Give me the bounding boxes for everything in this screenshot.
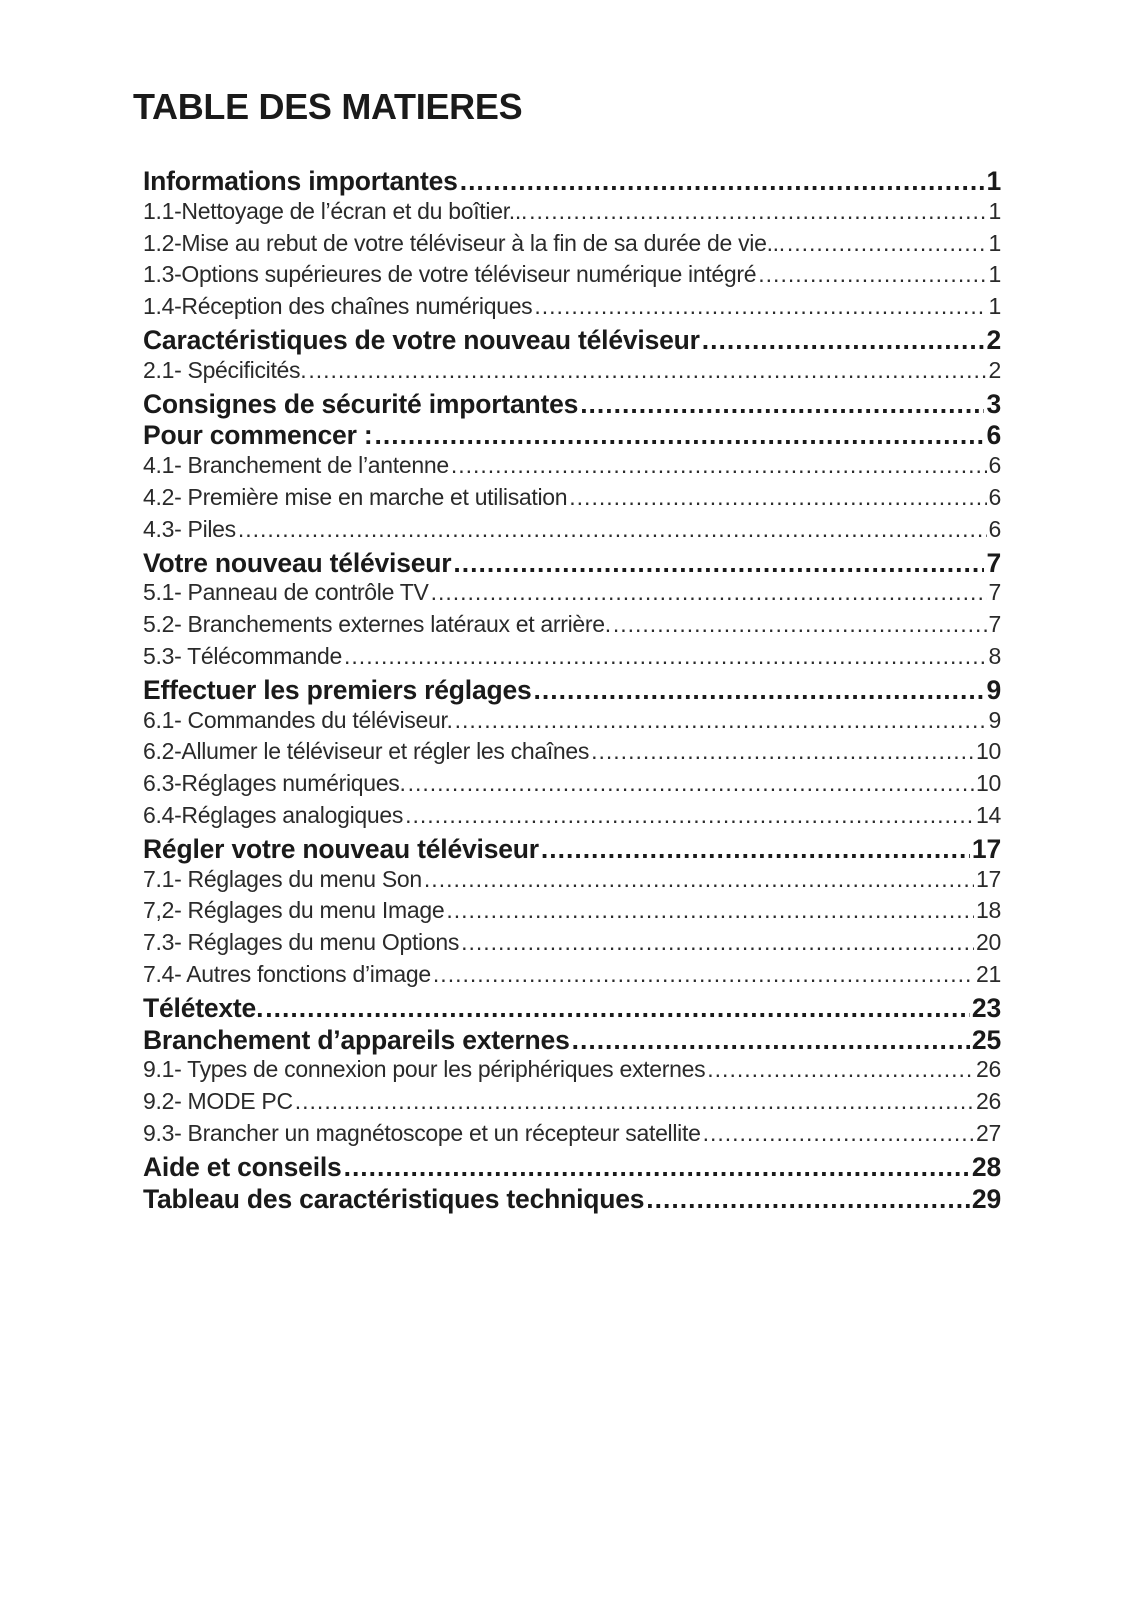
toc-page-number: 17 xyxy=(976,865,1001,892)
toc-subsection-entry[interactable] xyxy=(143,1056,1001,1088)
toc-subsection-entry[interactable] xyxy=(143,866,1001,898)
toc-page-number: 14 xyxy=(976,801,1001,828)
toc-page-number: 3 xyxy=(986,388,1001,419)
toc-entry-label: 6.3-Réglages numériques. xyxy=(143,770,406,797)
toc-entry-label: 7.1- Réglages du menu Son xyxy=(143,865,422,892)
toc-entry-label: Caractéristiques de votre nouveau téléviseur xyxy=(143,324,700,355)
toc-page-number: 28 xyxy=(971,1151,1001,1182)
toc-page-number: 1 xyxy=(988,261,1001,288)
toc-subsection-entry[interactable] xyxy=(143,738,1001,770)
toc-entry-label: 4.1- Branchement de l’antenne xyxy=(143,452,449,479)
toc-page-number: 1 xyxy=(986,166,1001,196)
toc-entry-label: 2.1- Spécificités. xyxy=(143,356,307,383)
toc-page-number: 1 xyxy=(988,197,1001,224)
toc-page-number: 25 xyxy=(971,1024,1001,1055)
toc-entry-label: Votre nouveau téléviseur xyxy=(143,547,452,578)
dot-leader xyxy=(534,293,986,320)
toc-subsection-entry[interactable] xyxy=(143,1088,1001,1120)
toc-entry-label: 4.3- Piles xyxy=(143,515,236,542)
dot-leader xyxy=(295,1088,974,1115)
dot-leader xyxy=(460,166,985,197)
toc-section-entry[interactable] xyxy=(143,389,1001,421)
toc-entry-label: Consignes de sécurité importantes xyxy=(143,388,579,419)
dot-leader xyxy=(374,420,984,451)
dot-leader xyxy=(446,897,974,924)
toc-subsection-entry[interactable] xyxy=(143,484,1001,516)
toc-page-number: 9 xyxy=(986,674,1001,705)
toc-page-number: 1 xyxy=(988,293,1001,320)
toc-page-number: 26 xyxy=(976,1088,1001,1115)
toc-subsection-entry[interactable] xyxy=(143,707,1001,739)
dot-leader xyxy=(265,993,970,1024)
toc-entry-label: 1.2-Mise au rebut de votre téléviseur à la fin de sa durée de vie... xyxy=(143,229,785,256)
toc-page-number: 10 xyxy=(976,738,1001,765)
dot-leader xyxy=(758,261,986,288)
toc-entry-label: 5.3- Télécommande xyxy=(143,642,343,669)
toc-entry-label: Tableau des caractéristiques techniques xyxy=(143,1183,645,1214)
dot-leader xyxy=(433,961,974,988)
toc-section-entry[interactable] xyxy=(143,675,1001,707)
toc-subsection-entry[interactable] xyxy=(143,1120,1001,1152)
toc-section-entry[interactable] xyxy=(143,1025,1001,1057)
toc-entry-label: 9.1- Types de connexion pour les périphériques externes xyxy=(143,1056,706,1083)
toc-entry-label: Effectuer les premiers réglages xyxy=(143,674,532,705)
toc-entry-label: Télétexte. xyxy=(143,992,264,1023)
toc-page-number: 18 xyxy=(976,897,1001,924)
toc-page-number: 7 xyxy=(988,579,1001,606)
toc-section-entry[interactable] xyxy=(143,1152,1001,1184)
toc-subsection-entry[interactable] xyxy=(143,770,1001,802)
toc-subsection-entry[interactable] xyxy=(143,198,1001,230)
toc-page-number: 27 xyxy=(976,1119,1001,1146)
toc-page-number: 6 xyxy=(986,420,1001,451)
toc-entry-label: 7.4- Autres fonctions d’image xyxy=(143,960,431,987)
toc-section-entry[interactable] xyxy=(143,325,1001,357)
toc-page-number: 26 xyxy=(976,1056,1001,1083)
dot-leader xyxy=(408,770,974,797)
toc-entry-label: 1.1-Nettoyage de l’écran et du boîtier... xyxy=(143,197,528,224)
dot-leader xyxy=(405,802,974,829)
toc-subsection-entry[interactable] xyxy=(143,897,1001,929)
toc-page-number: 29 xyxy=(971,1183,1001,1214)
toc-page-number: 6 xyxy=(988,452,1001,479)
toc-subsection-entry[interactable] xyxy=(143,579,1001,611)
toc-page-number: 10 xyxy=(976,770,1001,797)
dot-leader xyxy=(238,516,987,543)
toc-page-number: 2 xyxy=(988,356,1001,383)
toc-entry-label: 6.2-Allumer le téléviseur et régler les chaînes xyxy=(143,738,590,765)
toc-page-number: 21 xyxy=(976,960,1001,987)
table-of-contents xyxy=(143,166,1001,1215)
toc-page-number: 23 xyxy=(971,992,1001,1023)
toc-subsection-entry[interactable] xyxy=(143,230,1001,262)
toc-subsection-entry[interactable] xyxy=(143,929,1001,961)
toc-entry-label: 9.3- Brancher un magnétoscope et un récepteur satellite xyxy=(143,1119,701,1146)
dot-leader xyxy=(453,548,984,579)
toc-subsection-entry[interactable] xyxy=(143,643,1001,675)
dot-leader xyxy=(580,389,984,420)
dot-leader xyxy=(529,198,986,225)
dot-leader xyxy=(431,579,987,606)
dot-leader xyxy=(703,1120,974,1147)
toc-entry-label: 1.4-Réception des chaînes numériques xyxy=(143,293,533,320)
toc-section-entry[interactable] xyxy=(143,834,1001,866)
dot-leader xyxy=(344,643,986,670)
dot-leader xyxy=(591,738,974,765)
toc-page-number: 7 xyxy=(988,611,1001,638)
toc-entry-label: 7.3- Réglages du menu Options xyxy=(143,929,460,956)
dot-leader xyxy=(613,611,987,638)
dot-leader xyxy=(451,452,987,479)
page-title: TABLE DES MATIERES xyxy=(133,86,523,127)
toc-page-number: 9 xyxy=(988,706,1001,733)
toc-entry-label: 7,2- Réglages du menu Image xyxy=(143,897,445,924)
dot-leader xyxy=(787,230,987,257)
dot-leader xyxy=(541,834,970,865)
toc-page-number: 6 xyxy=(988,483,1001,510)
toc-entry-label: 9.2- MODE PC xyxy=(143,1088,293,1115)
dot-leader xyxy=(646,1184,970,1215)
toc-subsection-entry[interactable] xyxy=(143,516,1001,548)
dot-leader xyxy=(424,866,974,893)
toc-page-number: 17 xyxy=(971,833,1001,864)
toc-page-number: 7 xyxy=(986,547,1001,578)
dot-leader xyxy=(702,325,985,356)
toc-page-number: 2 xyxy=(986,324,1001,355)
toc-entry-label: 5.1- Panneau de contrôle TV xyxy=(143,579,429,606)
dot-leader xyxy=(572,1025,970,1056)
toc-subsection-entry[interactable] xyxy=(143,293,1001,325)
toc-subsection-entry[interactable] xyxy=(143,961,1001,993)
toc-entry-label: Aide et conseils xyxy=(143,1151,342,1182)
dot-leader xyxy=(344,1152,970,1183)
toc-entry-label: Informations importantes xyxy=(143,166,458,196)
toc-entry-label: 5.2- Branchements externes latéraux et arrière. xyxy=(143,611,611,638)
toc-subsection-entry[interactable] xyxy=(143,357,1001,389)
toc-subsection-entry[interactable] xyxy=(143,452,1001,484)
dot-leader xyxy=(569,484,986,511)
toc-section-entry[interactable] xyxy=(143,993,1001,1025)
toc-section-entry[interactable] xyxy=(143,420,1001,452)
toc-subsection-entry[interactable] xyxy=(143,611,1001,643)
toc-entry-label: Branchement d’appareils externes xyxy=(143,1024,570,1055)
toc-page-number: 20 xyxy=(976,929,1001,956)
toc-entry-label: 6.4-Réglages analogiques xyxy=(143,801,404,828)
toc-subsection-entry[interactable] xyxy=(143,261,1001,293)
dot-leader xyxy=(534,675,985,706)
toc-entry-label: 4.2- Première mise en marche et utilisation xyxy=(143,483,568,510)
toc-section-entry[interactable] xyxy=(143,548,1001,580)
dot-leader xyxy=(461,929,974,956)
toc-entry-label: Pour commencer : xyxy=(143,420,373,451)
dot-leader xyxy=(308,357,986,384)
dot-leader xyxy=(707,1056,974,1083)
toc-entry-label: Régler votre nouveau téléviseur xyxy=(143,833,539,864)
toc-section-entry[interactable] xyxy=(143,166,1001,198)
toc-page-number: 1 xyxy=(988,229,1001,256)
toc-subsection-entry[interactable] xyxy=(143,802,1001,834)
toc-entry-label: 1.3-Options supérieures de votre téléviseur numérique intégré xyxy=(143,261,757,288)
dot-leader xyxy=(455,707,987,734)
toc-entry-label: 6.1- Commandes du téléviseur. xyxy=(143,706,453,733)
toc-page-number: 6 xyxy=(988,515,1001,542)
toc-page-number: 8 xyxy=(988,642,1001,669)
toc-section-entry[interactable] xyxy=(143,1184,1001,1216)
